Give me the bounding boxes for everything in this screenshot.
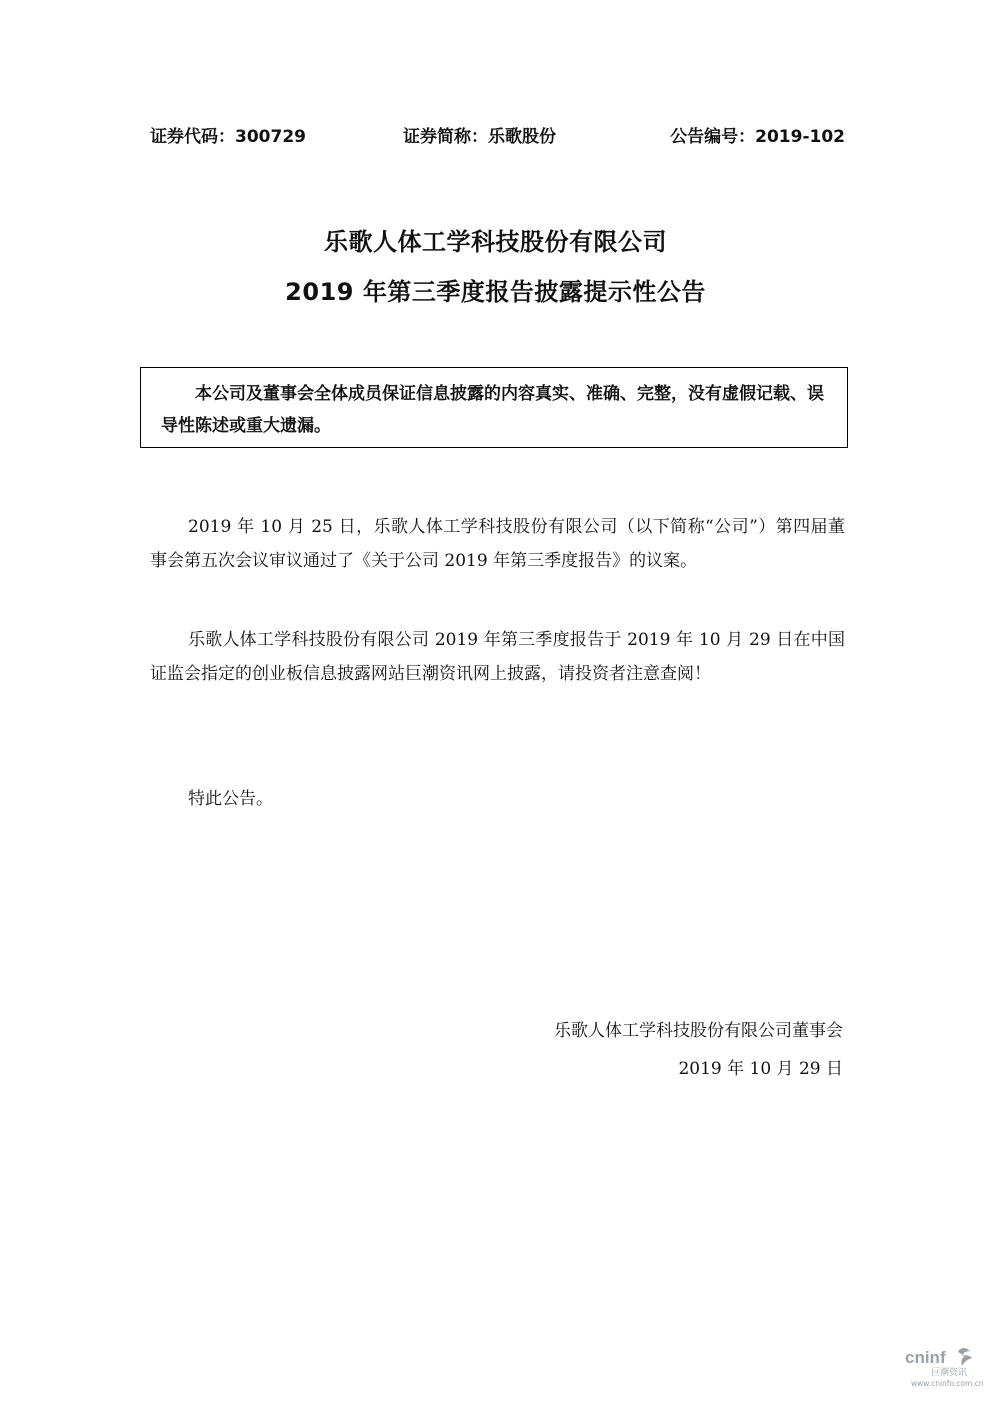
closing-statement: 特此公告。	[188, 789, 273, 809]
announcement-number: 公告编号：2019-102	[670, 127, 845, 147]
company-title: 乐歌人体工学科技股份有限公司	[324, 228, 667, 256]
report-title: 2019 年第三季度报告披露提示性公告	[285, 278, 706, 306]
stock-code: 证券代码：300729	[150, 127, 306, 147]
body-paragraph-2: 乐歌人体工学科技股份有限公司 2019 年第三季度报告于 2019 年 10 月 29 日在中国证监会指定的创业板信息披露网站巨潮资讯网上披露，请投资者注意查阅！	[150, 630, 845, 684]
signature-date: 2019 年 10 月 29 日	[678, 1059, 843, 1079]
stock-abbreviation: 证券简称：乐歌股份	[403, 127, 556, 147]
svg-text:cninf: cninf	[905, 1348, 946, 1367]
disclaimer-box: 本公司及董事会全体成员保证信息披露的内容真实、准确、完整，没有虚假记载、误导性陈述或重大遗漏。	[140, 367, 848, 448]
document-header	[150, 122, 845, 148]
svg-text:www.cninfo.com.cn: www.cninfo.com.cn	[911, 1379, 984, 1388]
body-paragraph-1: 2019 年 10 月 25 日，乐歌人体工学科技股份有限公司（以下简称“公司”）第四届董事会第五次会议审议通过了《关于公司 2019 年第三季度报告》的议案。	[150, 517, 845, 571]
svg-text:巨潮资讯: 巨潮资讯	[931, 1368, 968, 1378]
signature-board: 乐歌人体工学科技股份有限公司董事会	[554, 1021, 843, 1041]
cninfo-watermark	[905, 1345, 985, 1389]
cninfo-logo-icon	[905, 1345, 985, 1389]
